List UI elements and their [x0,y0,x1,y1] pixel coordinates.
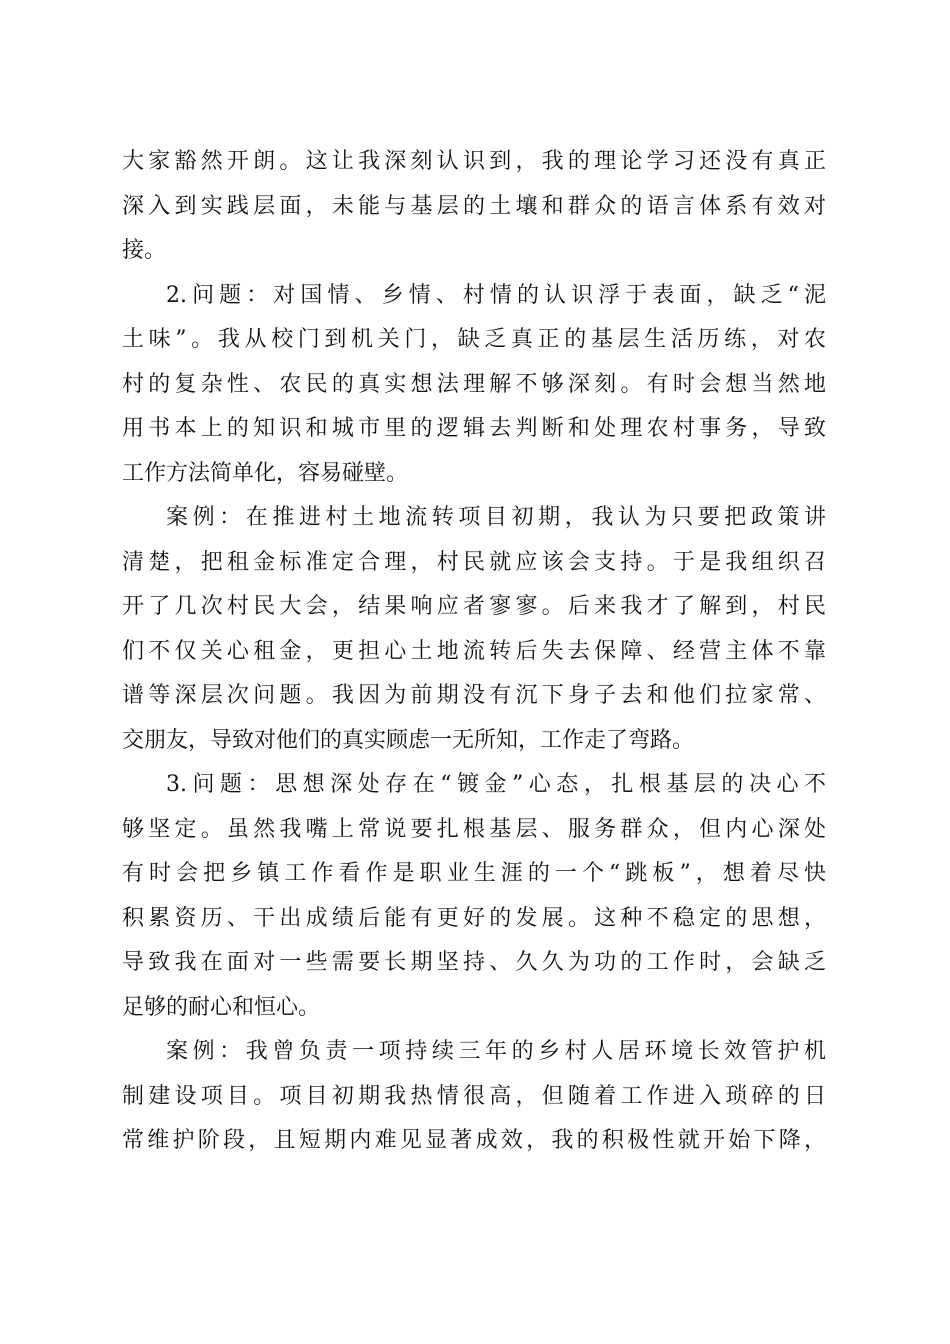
case-paragraph-start: 案例：我曾负责一项持续三年的乡村人居环境长效管护机 [166,1039,826,1064]
text-line: 制建设项目。项目初期我热情很高，但随着工作进入琐碎的日 [122,1083,826,1109]
text-line: 土味”。我从校门到机关门，缺乏真正的基层生活历练，对农 [122,327,826,352]
text-line: 够坚定。虽然我嘴上常说要扎根基层、服务群众，但内心深处 [122,816,826,842]
text-line: 清楚，把租金标准定合理，村民就应该会支持。于是我组织召 [122,549,826,575]
case-paragraph-start: 案例：在推进村土地流转项目初期，我认为只要把政策讲 [166,505,826,530]
text-line: 深入到实践层面，未能与基层的土壤和群众的语言体系有效对 [122,193,826,219]
text-line: 有时会把乡镇工作看作是职业生涯的一个“跳板”，想着尽快 [122,861,826,886]
text-line: 交朋友，导致对他们的真实顾虑一无所知，工作走了弯路。 [122,727,695,753]
text-line: 常维护阶段，且短期内难见显著成效，我的积极性就开始下降， [122,1128,826,1153]
text-line: 接。 [122,238,167,263]
text-line: 足够的耐心和恒心。 [122,994,321,1020]
section-heading-2: 2.问题：对国情、乡情、村情的认识浮于表面，缺乏“泥 [166,282,826,308]
text-line: 谱等深层次问题。我因为前期没有沉下身子去和他们拉家常、 [122,683,826,708]
text-line: 村的复杂性、农民的真实想法理解不够深刻。有时会想当然地 [122,371,826,397]
text-line: 导致我在面对一些需要长期坚持、久久为功的工作时，会缺乏 [122,950,826,975]
text-line: 积累资历、干出成绩后能有更好的发展。这种不稳定的思想， [122,905,826,931]
document-page [122,140,826,1164]
section-heading-3: 3.问题：思想深处存在“镀金”心态，扎根基层的决心不 [166,772,826,797]
text-line: 们不仅关心租金，更担心土地流转后失去保障、经营主体不靠 [122,638,826,664]
text-line: 大家豁然开朗。这让我深刻认识到，我的理论学习还没有真正 [122,149,826,174]
text-line: 工作方法简单化，容易碰壁。 [122,460,409,486]
text-line: 开了几次村民大会，结果响应者寥寥。后来我才了解到，村民 [122,594,826,619]
text-line: 用书本上的知识和城市里的逻辑去判断和处理农村事务，导致 [122,416,826,441]
